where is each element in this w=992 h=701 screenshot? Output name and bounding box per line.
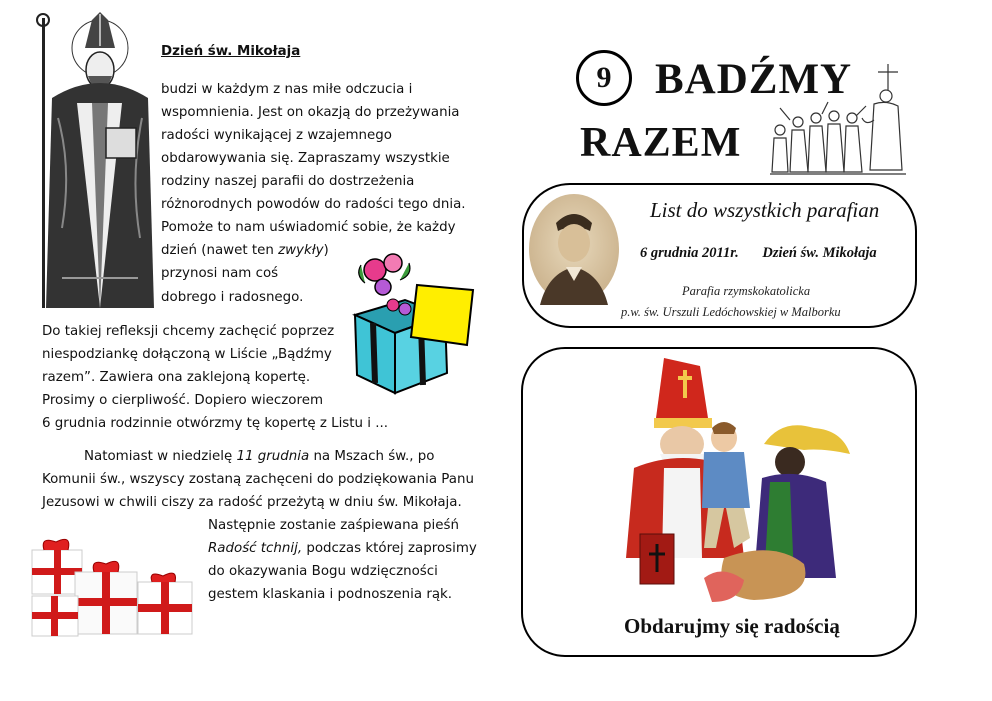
body-line: razem”. Zawiera ona zaklejoną kopertę. — [42, 370, 311, 385]
text-fragment-italic: zwykły — [278, 243, 324, 258]
issue-number: 9 — [596, 61, 612, 94]
body-line: przynosi nam coś — [161, 266, 279, 281]
body-line: Następnie zostanie zaśpiewana pieśń — [208, 518, 459, 533]
body-line: Pomoże to nam uświadomić sobie, że każdy — [161, 220, 456, 235]
article-heading: Dzień św. Mikołaja — [161, 44, 301, 59]
body-line: Do takiej refleksji chcemy zachęcić poprzez — [42, 324, 335, 339]
body-line: gestem klaskania i podnoszenia rąk. — [208, 587, 453, 602]
text-fragment: podczas której zaprosimy — [302, 541, 477, 556]
body-line: niespodziankę dołączoną w Liście „Bądźmy — [42, 347, 332, 362]
issue-date-line — [640, 245, 877, 262]
text-fragment: ) — [323, 243, 329, 258]
newsletter-title-line2: RAZEM — [580, 120, 742, 166]
feast-name: Dzień św. Mikołaja — [762, 245, 877, 261]
body-line: dobrego i radosnego. — [161, 290, 304, 305]
body-line: obdarowywania się. Zapraszamy wszystkie — [161, 151, 450, 166]
body-line — [161, 239, 329, 263]
letter-title: List do wszystkich parafian — [650, 198, 880, 222]
text-fragment: dzień (nawet ten — [161, 243, 279, 258]
body-line: radości wynikającej z wzajemnego — [161, 128, 392, 143]
gift-box-illustration — [345, 245, 485, 395]
body-line: budzi w każdym z nas miłe odczucia i — [161, 82, 413, 97]
parish-address: p.w. św. Urszuli Ledóchowskiej w Malborku — [621, 305, 841, 319]
text-fragment-italic: 11 grudnia — [236, 449, 310, 464]
body-line: Prosimy o cierpliwość. Dopiero wieczorem — [42, 393, 323, 408]
body-line: rodziny naszej parafii do dostrzeżenia — [161, 174, 415, 189]
body-line: różnorodnych powodów do radości tego dnia. — [161, 197, 466, 212]
parish-name: Parafia rzymskokatolicka — [682, 284, 811, 298]
text-fragment-italic: Radość tchnij, — [208, 541, 303, 556]
body-line: Komunii św., wszyscy zostaną zachęceni do podziękowania Panu — [42, 472, 474, 487]
santa-with-child-photo — [604, 358, 864, 603]
issue-date: 6 grudnia 2011r. — [640, 245, 739, 261]
body-line — [84, 445, 434, 469]
portrait-photo — [528, 193, 620, 305]
body-line — [208, 537, 477, 561]
body-line: Jezusowi w chwili ciszy za radość przeżytą w dniu św. Mikołaja. — [42, 495, 462, 510]
body-line: 6 grudnia rodzinnie otwórzmy tę kopertę z Listu i ... — [42, 416, 389, 431]
photo-caption: Obdarujmy się radością — [624, 614, 840, 638]
stacked-gifts-illustration — [30, 520, 195, 638]
body-line: do okazywania Bogu wdzięczności — [208, 564, 438, 579]
body-line: wspomnienia. Jest on okazją do przeżywania — [161, 105, 460, 120]
text-fragment: Natomiast w niedzielę — [84, 449, 237, 464]
issue-number-badge — [576, 50, 632, 106]
newsletter-title-line1: BADŹMY — [655, 56, 853, 103]
procession-sketch — [770, 60, 910, 178]
text-fragment: na Mszach św., po — [309, 449, 435, 464]
